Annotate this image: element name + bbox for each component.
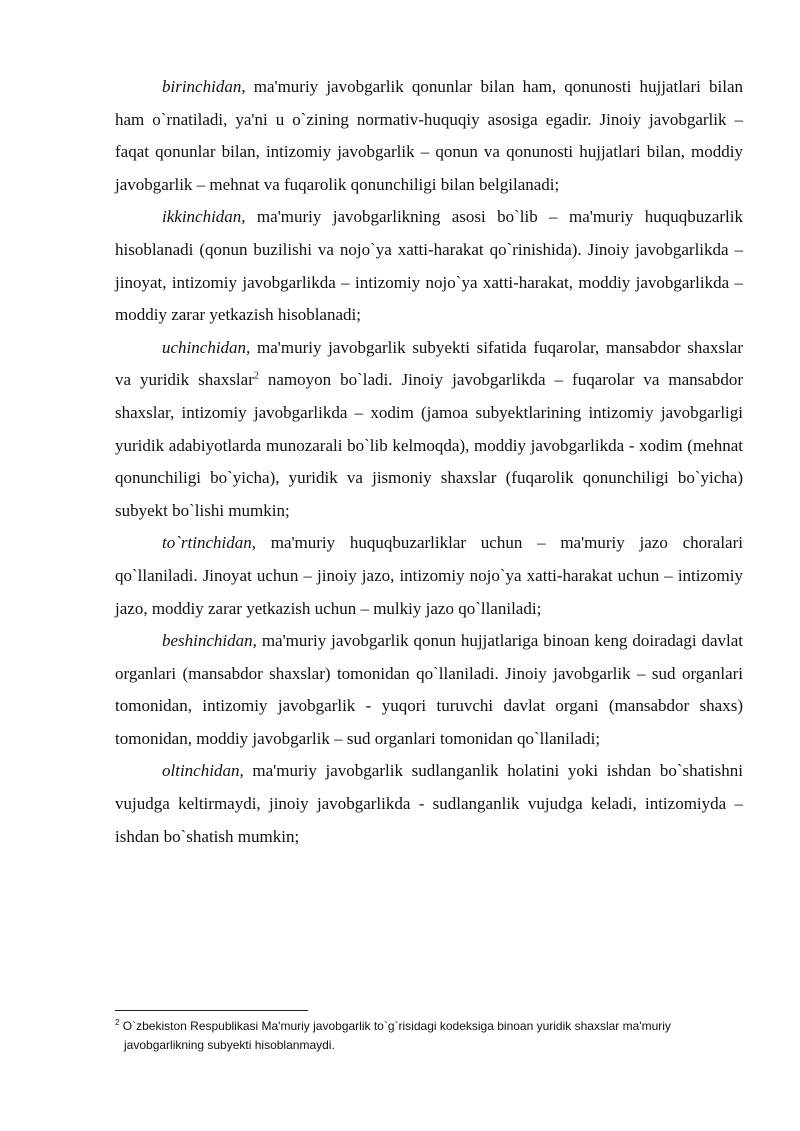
paragraph-text: namoyon bo`ladi. Jinoiy javobgarlikda – fuqarolar va mansabdor shaxslar, intizomiy javobgarlikda – xodim (jamoa subyektlarining intizomiy javobgarligi yuridik adabiyotlarda munozarali bo`lib kelmoqda), moddiy javobgarlikda - xodim (mehnat qonunchiligi bo`yicha), yuridik va jismoniy shaxslar (fuqarolik qonunchiligi bo`yicha) subyekt bo`lishi mumkin; (115, 370, 743, 520)
footnote-ref[interactable]: 2 (253, 370, 259, 382)
paragraph-text: ma'muriy javobgarlik qonun hujjatlariga binoan keng doiradagi davlat organlari (mansabdor shaxslar) tomonidan qo`llaniladi. Jinoiy javobgarlik – sud organlari tomonidan, intizomiy javobgarlik - yuqori turuvchi davlat organi (mansabdor shaxs) tomonidan, moddiy javobgarlik – sud organlari tomonidan qo`llaniladi; (115, 631, 743, 748)
paragraph-lead: uchinchidan, (162, 337, 251, 357)
paragraph-beshinchidan (115, 625, 743, 755)
paragraph-lead: ikkinchidan, (162, 207, 246, 227)
body-text (115, 71, 743, 853)
paragraph-ikkinchidan (115, 201, 743, 331)
paragraph-text: ma'muriy javobgarlik subyekti sifatida fuqarolar, mansabdor shaxslar va yuridik shaxslar (115, 337, 743, 390)
footnote-divider (115, 1010, 308, 1011)
paragraph-lead: beshinchidan, (162, 631, 257, 651)
paragraph-lead: oltinchidan, (162, 761, 244, 781)
paragraph-text: ma'muriy javobgarlik sudlanganlik holatini yoki ishdan bo`shatishni vujudga keltirmaydi, jinoiy javobgarlikda - sudlanganlik vujudga keladi, intizomiyda – ishdan bo`shatish mumkin; (115, 761, 743, 846)
paragraph-uchinchidan (115, 332, 743, 528)
paragraph-text: ma'muriy javobgarlik qonunlar bilan ham, qonunosti hujjatlari bilan ham o`rnatiladi, ya'ni u o`zining normativ-huquqiy asosiga egadir. Jinoiy javobgarlik – faqat qonunlar bilan, intizomiy javobgarlik – qonun va qonunosti hujjatlari bilan, moddiy javobgarlik – mehnat va fuqarolik qonunchiligi bilan belgilanadi; (115, 77, 743, 194)
paragraph-lead: to`rtinchidan, (162, 533, 256, 553)
paragraph-text: ma'muriy huquqbuzarliklar uchun – ma'muriy jazo choralari qo`llaniladi. Jinoyat uchun – jinoiy jazo, intizomiy nojo`ya xatti-harakat uchun – intizomiy jazo, moddiy zarar yetkazish uchun – mulkiy jazo qo`llaniladi; (115, 533, 743, 618)
footnote-text: O`zbekiston Respublikasi Ma'muriy javobgarlik to`g`risidagi kodeksiga binoan yuridik shaxslar ma'muriy javobgarlikning subyekti hisoblanmaydi. (119, 1019, 671, 1052)
footnote (115, 1017, 752, 1055)
paragraph-lead: birinchidan, (162, 77, 246, 96)
paragraph-tortinchidan (115, 527, 743, 625)
paragraph-oltinchidan (115, 755, 743, 853)
paragraph-birinchidan (115, 71, 743, 201)
footnote-marker: 2 (115, 1018, 120, 1027)
paragraph-text: ma'muriy javobgarlikning asosi bo`lib – ma'muriy huquqbuzarlik hisoblanadi (qonun buzilishi va nojo`ya xatti-harakat qo`rinishida). Jinoiy javobgarlikda – jinoyat, intizomiy javobgarlikda – intizomiy nojo`ya xatti-harakat, moddiy javobgarlikda – moddiy zarar yetkazish hisoblanadi; (115, 207, 743, 325)
